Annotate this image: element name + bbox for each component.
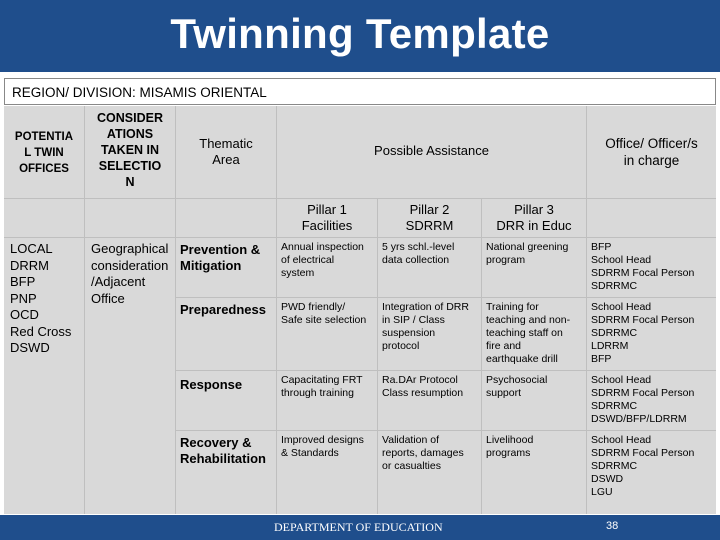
- pillar1-preparedness: PWD friendly/ Safe site selection: [277, 298, 377, 370]
- pillar2-recovery: Validation of reports, damages or casualties: [378, 431, 481, 514]
- header-possible-assistance: Possible Assistance: [277, 106, 586, 198]
- header-blank-cell: [85, 199, 175, 237]
- pillar3-recovery: Livelihood programs: [482, 431, 586, 514]
- footer-bar: [0, 515, 720, 540]
- office-preparedness: School Head SDRRM Focal Person SDRRMC LDRRM BFP: [587, 298, 716, 370]
- header-potential-twin-offices: POTENTIA L TWIN OFFICES: [4, 106, 84, 198]
- pillar1-recovery: Improved designs & Standards: [277, 431, 377, 514]
- header-office-in-charge: Office/ Officer/s in charge: [587, 106, 716, 198]
- pillar2-prevention: 5 yrs schl.-level data collection: [378, 238, 481, 297]
- header-thematic-area: Thematic Area: [176, 106, 276, 198]
- slide-title: Twinning Template: [170, 10, 550, 57]
- thematic-area-preparedness: Preparedness: [176, 298, 276, 370]
- office-response: School Head SDRRM Focal Person SDRRMC DSWD/BFP/LDRRM: [587, 371, 716, 430]
- header-pillar-2: Pillar 2 SDRRM: [378, 199, 481, 237]
- pillar2-response: Ra.DAr Protocol Class resumption: [378, 371, 481, 430]
- header-blank-cell: [4, 199, 84, 237]
- consideration-text: Geographical consideration /Adjacent Office: [85, 238, 175, 514]
- header-considerations: CONSIDER ATIONS TAKEN IN SELECTIO N: [85, 106, 175, 198]
- pillar1-prevention: Annual inspection of electrical system: [277, 238, 377, 297]
- footer-department: DEPARTMENT OF EDUCATION: [274, 520, 443, 534]
- region-division-label-box: [4, 78, 716, 105]
- office-prevention: BFP School Head SDRRM Focal Person SDRRMC: [587, 238, 716, 297]
- thematic-area-recovery: Recovery & Rehabilitation: [176, 431, 276, 514]
- thematic-area-prevention: Prevention & Mitigation: [176, 238, 276, 297]
- pillar3-response: Psychosocial support: [482, 371, 586, 430]
- pillar3-preparedness: Training for teaching and non- teaching staff on fire and earthquake drill: [482, 298, 586, 370]
- thematic-area-response: Response: [176, 371, 276, 430]
- header-pillar-3: Pillar 3 DRR in Educ: [482, 199, 586, 237]
- twinning-table: [4, 106, 716, 514]
- header-pillar-1: Pillar 1 Facilities: [277, 199, 377, 237]
- office-recovery: School Head SDRRM Focal Person SDRRMC DSWD LGU: [587, 431, 716, 514]
- pillar3-prevention: National greening program: [482, 238, 586, 297]
- header-blank-cell: [587, 199, 716, 237]
- page-number: 38: [606, 520, 619, 532]
- potential-twin-offices-list: LOCAL DRRM BFP PNP OCD Red Cross DSWD: [4, 238, 84, 514]
- pillar1-response: Capacitating FRT through training: [277, 371, 377, 430]
- title-bar: [0, 0, 720, 72]
- pillar2-preparedness: Integration of DRR in SIP / Class suspension protocol: [378, 298, 481, 370]
- region-division-label: REGION/ DIVISION: MISAMIS ORIENTAL: [12, 85, 267, 100]
- header-blank-cell: [176, 199, 276, 237]
